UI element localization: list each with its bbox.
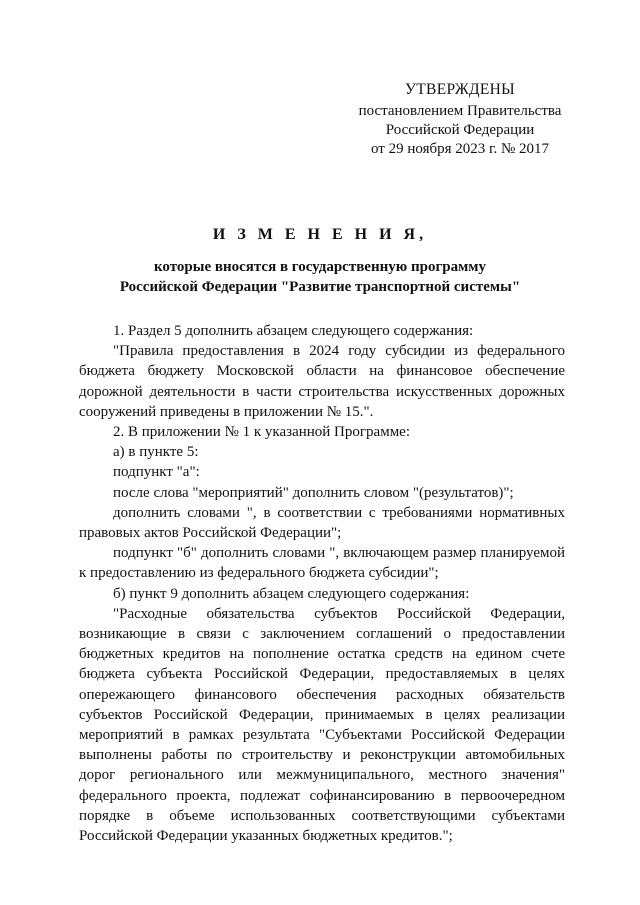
paragraph-5: подпункт "а": bbox=[113, 464, 200, 481]
paragraph-8: подпункт "б" дополнить словами ", включающем размер планируемой к предоставлению из федерального бюджета субсидии"; bbox=[79, 545, 565, 582]
approval-stamp bbox=[340, 80, 580, 159]
paragraph-9: б) пункт 9 дополнить абзацем следующего содержания: bbox=[113, 585, 470, 602]
approval-line-3: от 29 ноября 2023 г. № 2017 bbox=[370, 141, 550, 157]
paragraph-4: а) в пункте 5: bbox=[113, 444, 199, 461]
title-subtitle-2: Российской Федерации "Развитие транспортной системы" bbox=[119, 279, 521, 295]
document-title bbox=[70, 226, 570, 297]
paragraph-10: "Расходные обязательства субъектов Российской Федерации, возникающие в связи с заключением соглашений о предоставлении бюджетных кредитов на пополнение остатка средств на едином счете бюджета субъекта Российской Федерации, предоставляемых в целях опережающего финансового обеспечения расходных обязательств субъектов Российской Федерации, принимаемых в целях реализации мероприятий в рамках результата "Субъектами Российской Федерации выполнены работы по строительству и реконструкции автомобильных дорог регионального или межмуниципального, местного значения" федерального проекта, подлежат софинансированию в первоочередном порядке в объеме использованных соответствующими субъектами Российской Федерации указанных бюджетных кредитов."; bbox=[79, 605, 565, 845]
title-subtitle-1: которые вносятся в государственную программу bbox=[153, 259, 487, 275]
approval-heading: УТВЕРЖДЕНЫ bbox=[405, 81, 515, 98]
paragraph-3: 2. В приложении № 1 к указанной Программе: bbox=[113, 424, 411, 441]
approval-line-1: постановлением Правительства bbox=[358, 103, 562, 119]
paragraph-6: после слова "мероприятий" дополнить словом "(результатов)"; bbox=[113, 484, 514, 501]
approval-line-2: Российской Федерации bbox=[385, 122, 535, 138]
paragraph-7: дополнить словами ", в соответствии с требованиями нормативных правовых актов Российской Федерации"; bbox=[79, 504, 565, 542]
paragraph-1: 1. Раздел 5 дополнить абзацем следующего содержания: bbox=[113, 323, 474, 339]
paragraph-2: "Правила предоставления в 2024 году субсидии из федерального бюджета бюджету Московской области на финансовое обеспечение дорожной деятельности в части строительства искусственных дорожных сооружений приведены в приложении № 15.". bbox=[79, 343, 565, 420]
document-body bbox=[79, 321, 565, 846]
title-main: И З М Е Н Е Н И Я, bbox=[212, 226, 428, 243]
